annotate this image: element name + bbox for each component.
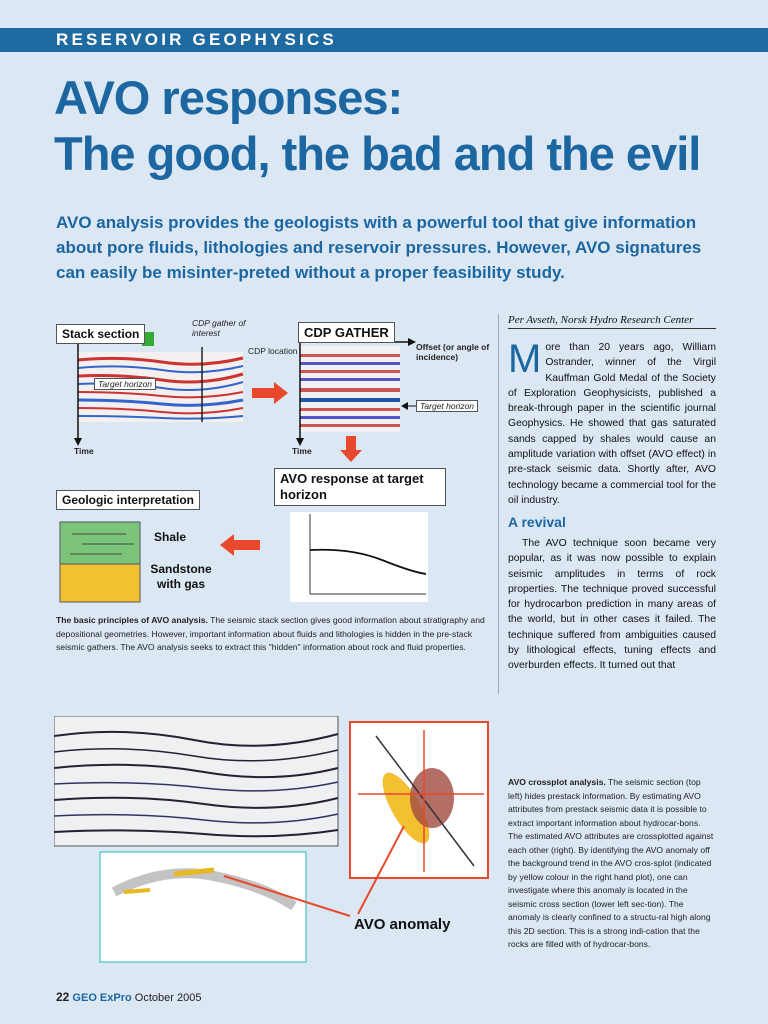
lead-paragraph: AVO analysis provides the geologists with a powerful tool that give information about pore fluids, lithologies and reservoir pressures. However, AVO signatures can easily be misinter-preted without a proper feasibility study. [56, 213, 702, 282]
section-label: RESERVOIR GEOPHYSICS [56, 30, 337, 49]
title-line-1: AVO responses: [54, 71, 403, 124]
avo-crossplot-diagram [54, 716, 494, 976]
avo-response-plot [290, 512, 428, 602]
avo-principles-figure [52, 312, 497, 607]
anomaly-section-image [100, 852, 306, 962]
figure1-caption-text: The seismic stack section gives good information about stratigraphy and depositional geometries. However, important information about fluids and lithologies is hidden in the pre-stack seismic gathers. The AVO analysis seeks to extract this "hidden" information about rock and fluid properties. [56, 615, 485, 652]
figure2-caption-text: The seismic section (top left) hides prestack information. By estimating AVO attributes from prestack seismic data it is possible to extract important information about hydrocar-bons. The estimated AVO attributes are crossplotted against each other (right). By identifying the AVO anomaly off the background trend in the AVO cros-splot (indicated by yellow colour in the right hand plot), one can investigate where this anomaly is located in the seismic cross section (lower left sec-tion). The anomaly is clearly confined to a structu-ral high along this 2D section. This is a strong indi-cation that the rocks are filled with of hydrocar-bons. [508, 777, 714, 949]
geologic-interpretation-label: Geologic interpretation [56, 490, 200, 510]
cdp-gather-interest-label: CDP gather of interest [192, 318, 246, 338]
cdp-location-label: CDP location [248, 346, 298, 356]
page-footer [56, 990, 201, 1004]
avo-crossplot-figure [54, 716, 494, 976]
paragraph-1-text: ore than 20 years ago, William Ostrander, winner of the Virgil Kauffman Gold Medal of the Society of Exploration Geophysicists, published a break-through paper in the scientific journal Geophysics. He showed that gas saturated sands capped by shales would cause an amplitude variation with offset (AVO effect) in pre-stack seismic data. Shortly after, AVO technology became a commercial tool for the oil industry. [508, 342, 716, 506]
seismic-section-image [54, 716, 338, 846]
figure1-caption-title: The basic principles of AVO analysis. [56, 615, 208, 625]
figure2-caption [508, 776, 714, 952]
byline: Per Avseth, Norsk Hydro Research Center [508, 314, 716, 329]
shale-label: Shale [154, 530, 187, 544]
drop-cap: M [508, 337, 542, 381]
time-right-label: Time [292, 446, 312, 456]
subhead-revival: A revival [508, 514, 566, 530]
geologic-column [60, 522, 140, 602]
time-left-label: Time [74, 446, 94, 456]
cdp-gather-label: CDP GATHER [298, 322, 395, 343]
stack-section-label: Stack section [56, 324, 145, 344]
paragraph-2: The AVO technique soon became very popular, as it was now possible to explain seismic amplitudes in terms of rock properties. The technique proved successful for hydrocarbon prediction in many areas of the world, but in other cases it failed. The technique suffered from ambiguities caused by lithological effects, tuning effects and overburden effects. It turned out that [508, 538, 716, 672]
offset-label: Offset (or angle of incidence) [416, 342, 490, 362]
issue-date: October 2005 [134, 992, 202, 1004]
target-horizon-right-label: Target horizon [416, 400, 478, 412]
sandstone-label: Sandstone with gas [150, 562, 212, 591]
crossplot-image [350, 722, 488, 878]
page-number: 22 [56, 990, 70, 1004]
figure2-caption-title: AVO crossplot analysis. [508, 777, 606, 787]
target-horizon-left-label: Target horizon [94, 378, 156, 390]
avo-anomaly-label: AVO anomaly [354, 916, 451, 933]
avo-response-label: AVO response at target horizon [274, 468, 446, 506]
article-title [54, 70, 754, 182]
paragraph-1 [508, 337, 716, 508]
magazine-name: GEO ExPro [72, 992, 132, 1004]
title-line-2: The good, the bad and the evil [54, 127, 701, 180]
figure1-caption [56, 614, 486, 655]
column-divider [498, 314, 499, 694]
